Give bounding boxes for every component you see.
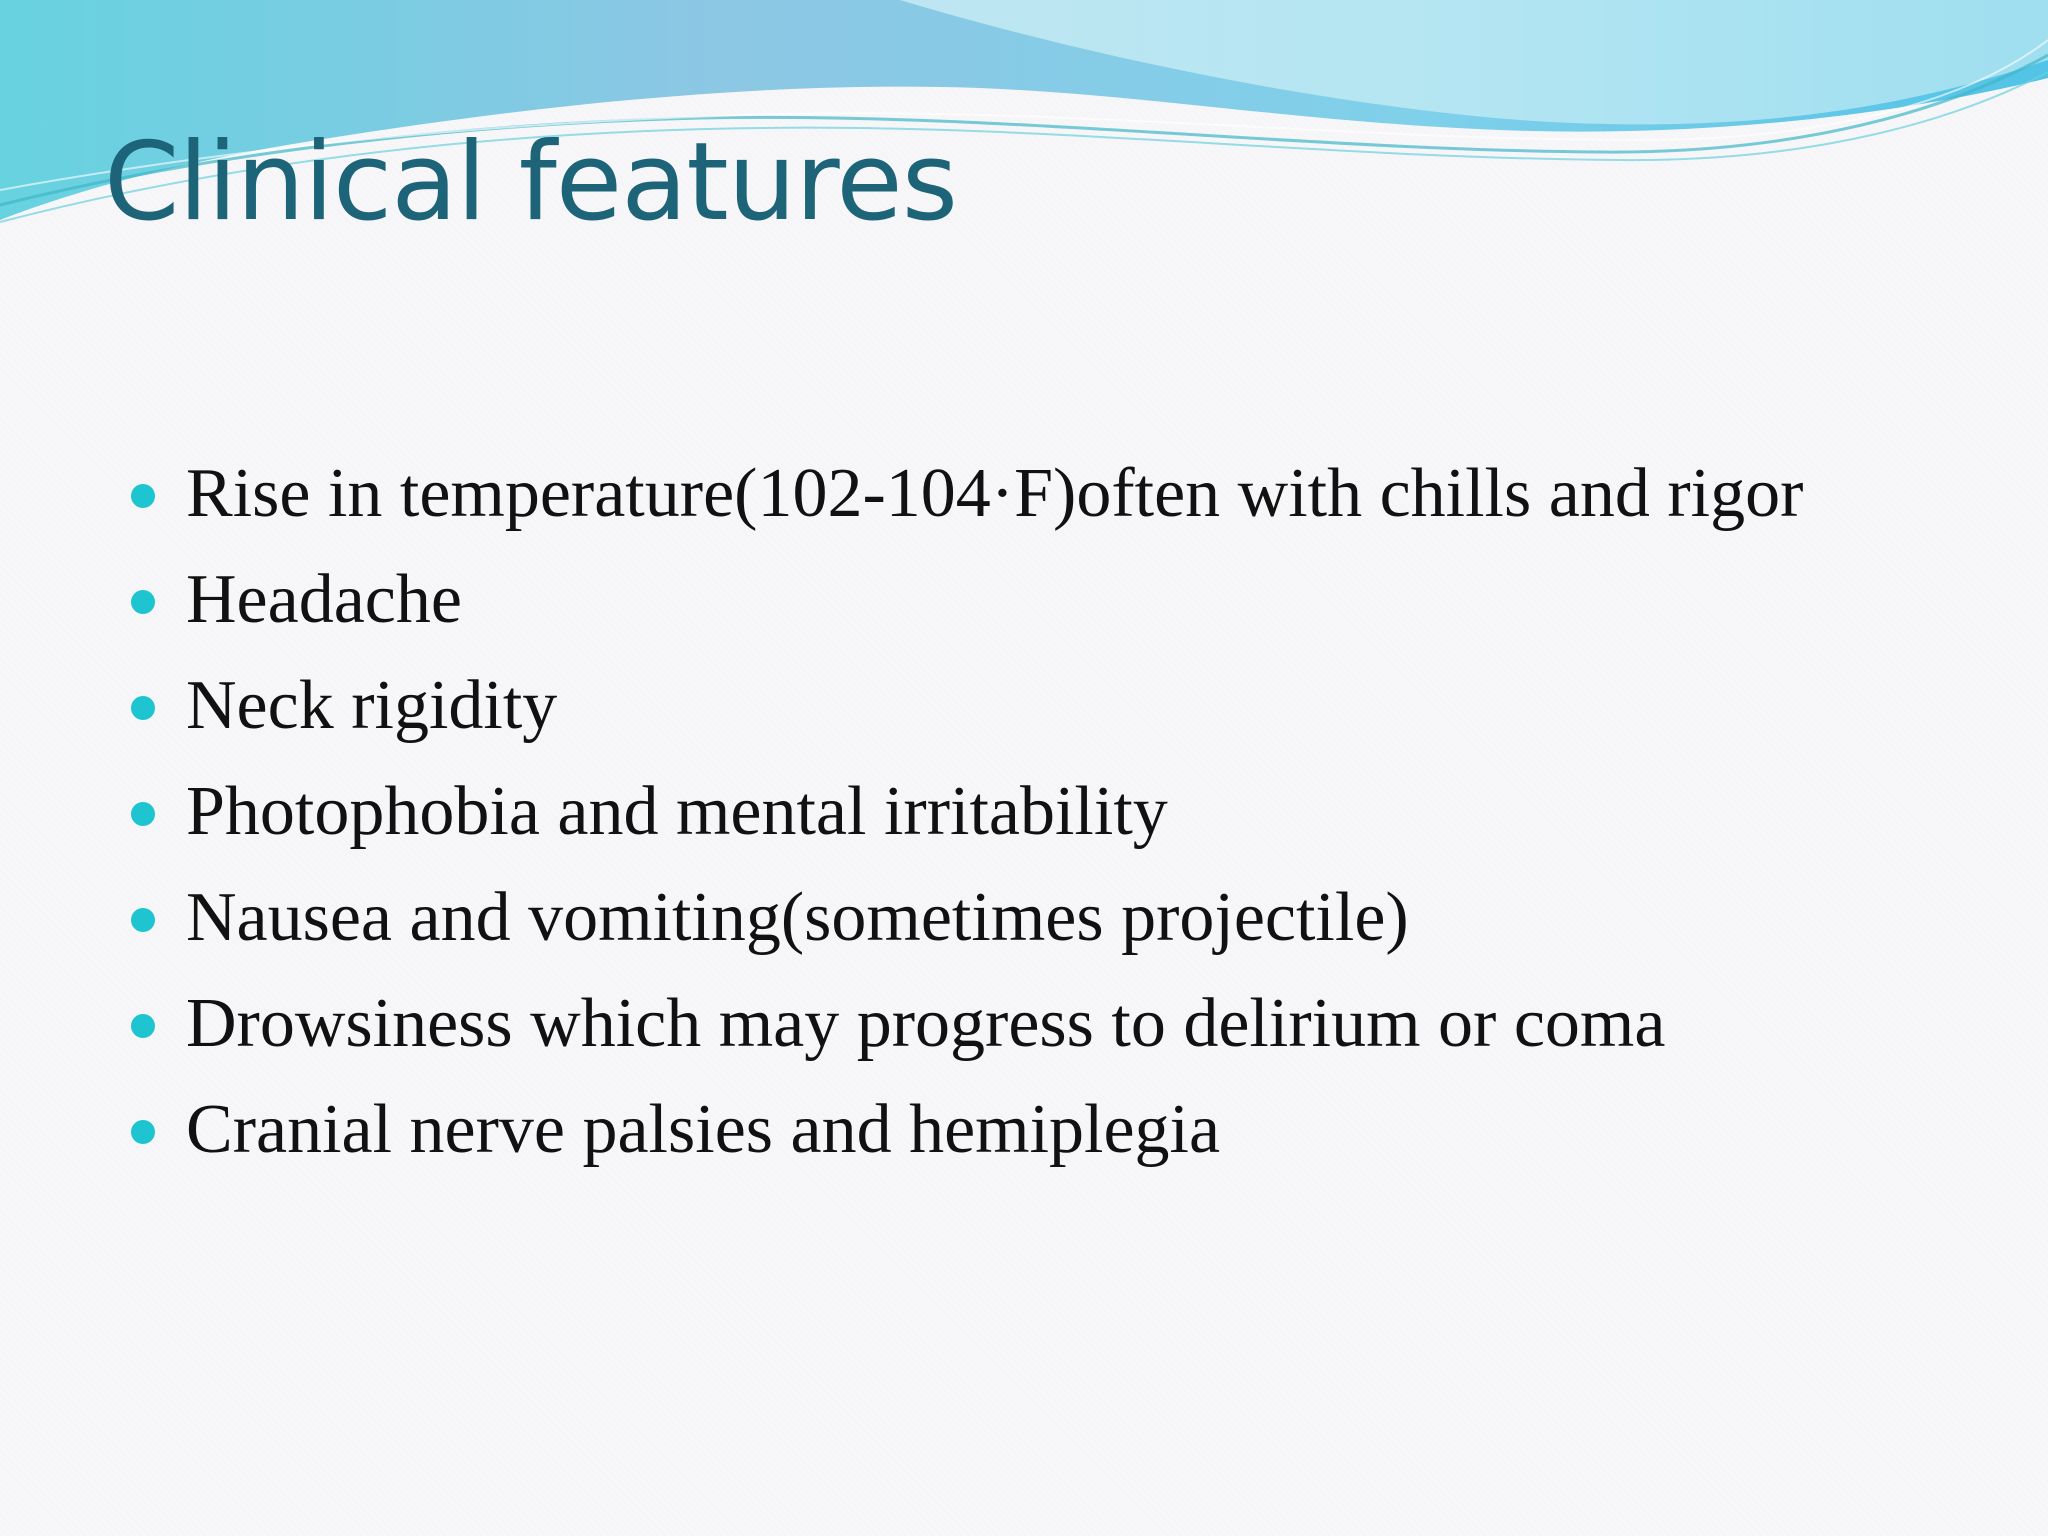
bullet-text: Cranial nerve palsies and hemiplegia bbox=[186, 1091, 1221, 1168]
bullet-item bbox=[128, 978, 1908, 1070]
bullet-dot-icon bbox=[131, 484, 155, 508]
bullet-item bbox=[128, 766, 1908, 858]
bullet-dot-icon bbox=[131, 1014, 155, 1038]
bullet-text: Photophobia and mental irritability bbox=[186, 773, 1168, 850]
bullet-text: Rise in temperature(102-104·F)often with chills and rigor bbox=[186, 455, 1804, 532]
bullet-item bbox=[128, 448, 1908, 540]
bullet-text: Neck rigidity bbox=[186, 667, 558, 744]
bullet-item bbox=[128, 660, 1908, 752]
bullet-list bbox=[128, 448, 1908, 1190]
bullet-dot-icon bbox=[131, 696, 155, 720]
bullet-item bbox=[128, 1084, 1908, 1176]
bullet-dot-icon bbox=[131, 1120, 155, 1144]
slide-title: Clinical features bbox=[104, 120, 957, 245]
bullet-item bbox=[128, 872, 1908, 964]
bullet-text: Headache bbox=[186, 561, 462, 638]
bullet-item bbox=[128, 554, 1908, 646]
bullet-dot-icon bbox=[131, 590, 155, 614]
bullet-dot-icon bbox=[131, 802, 155, 826]
bullet-text: Drowsiness which may progress to delirium or coma bbox=[186, 985, 1666, 1062]
bullet-dot-icon bbox=[131, 908, 155, 932]
bullet-text: Nausea and vomiting(sometimes projectile) bbox=[186, 879, 1409, 956]
